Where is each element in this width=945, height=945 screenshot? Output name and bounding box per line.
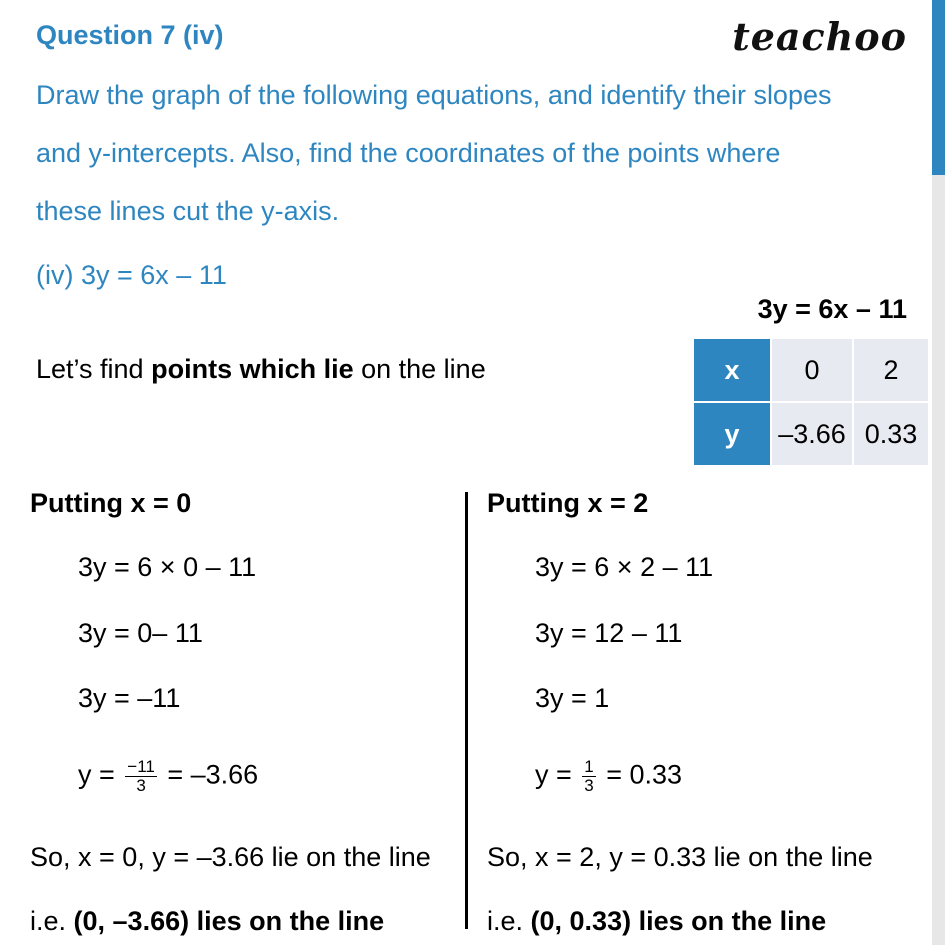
question-line-3: these lines cut the y-axis. bbox=[36, 196, 340, 226]
question-line-2: and y-intercepts. Also, find the coordinates of the points where bbox=[36, 138, 781, 168]
teachoo-logo: teachoo bbox=[732, 14, 907, 59]
scrollbar-thumb[interactable] bbox=[932, 0, 945, 175]
left-conclusion: So, x = 0, y = –3.66 lie on the line bbox=[30, 842, 431, 872]
right-fraction bbox=[582, 758, 595, 795]
intro-post: on the line bbox=[353, 354, 486, 384]
left-step-4 bbox=[78, 758, 258, 795]
right-step-2: 3y = 12 – 11 bbox=[535, 618, 683, 648]
left-ie-bold: (0, –3.66) lies on the line bbox=[73, 906, 385, 936]
left-heading: Putting x = 0 bbox=[30, 488, 192, 518]
left-fraction-denominator: 3 bbox=[136, 776, 146, 795]
right-conclusion: So, x = 2, y = 0.33 lie on the line bbox=[487, 842, 873, 872]
table-header-x: x bbox=[693, 338, 771, 402]
right-ie-pre: i.e. bbox=[487, 906, 531, 936]
table-cell: –3.66 bbox=[771, 402, 853, 466]
right-ie-bold: (0, 0.33) lies on the line bbox=[530, 906, 827, 936]
column-divider bbox=[465, 492, 468, 929]
scrollbar-track[interactable] bbox=[932, 175, 945, 945]
left-ie bbox=[30, 906, 384, 937]
intro-pre: Let’s find bbox=[36, 354, 152, 384]
right-step-1: 3y = 6 × 2 – 11 bbox=[535, 552, 714, 582]
table-row-x bbox=[693, 338, 929, 402]
left-step-2: 3y = 0– 11 bbox=[78, 618, 203, 648]
intro-text bbox=[36, 354, 486, 385]
right-ie bbox=[487, 906, 826, 937]
table-title: 3y = 6x – 11 bbox=[757, 294, 907, 324]
left-step-3: 3y = –11 bbox=[78, 683, 181, 713]
table-cell: 2 bbox=[853, 338, 929, 402]
right-step-3: 3y = 1 bbox=[535, 683, 610, 713]
table-cell: 0 bbox=[771, 338, 853, 402]
right-step-4-pre: y = bbox=[535, 759, 580, 790]
left-step-1: 3y = 6 × 0 – 11 bbox=[78, 552, 257, 582]
right-fraction-numerator: 1 bbox=[584, 757, 594, 776]
right-heading: Putting x = 2 bbox=[487, 488, 649, 518]
left-ie-pre: i.e. bbox=[30, 906, 74, 936]
right-fraction-denominator: 3 bbox=[584, 776, 594, 795]
table-cell: 0.33 bbox=[853, 402, 929, 466]
question-part: (iv) 3y = 6x – 11 bbox=[36, 260, 227, 290]
left-step-4-pre: y = bbox=[78, 759, 123, 790]
right-step-4 bbox=[535, 758, 682, 795]
question-line-1: Draw the graph of the following equations, and identify their slopes bbox=[36, 80, 832, 110]
left-fraction-numerator: −11 bbox=[127, 757, 155, 776]
value-table bbox=[692, 337, 930, 467]
left-step-4-post: = –3.66 bbox=[159, 759, 259, 790]
intro-bold: points which lie bbox=[151, 354, 354, 384]
table-header-y: y bbox=[693, 402, 771, 466]
left-fraction bbox=[125, 758, 157, 795]
right-step-4-post: = 0.33 bbox=[598, 759, 683, 790]
table-row-y bbox=[693, 402, 929, 466]
question-title: Question 7 (iv) bbox=[36, 20, 224, 50]
